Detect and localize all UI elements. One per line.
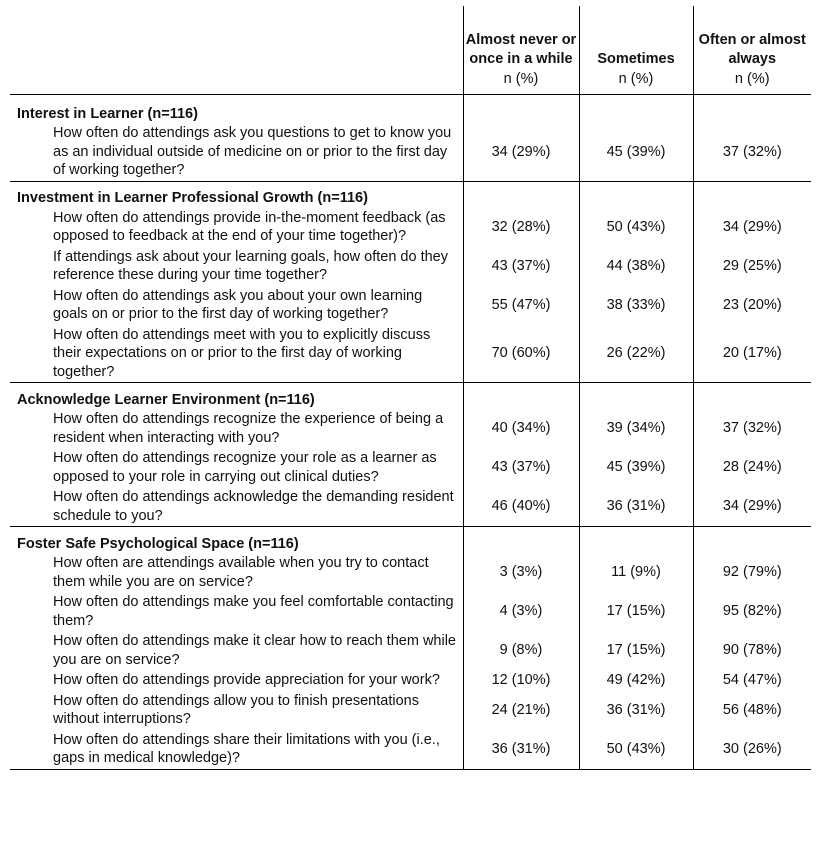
question-text: How often do attendings provide in-the-moment feedback (as opposed to feedback at the end of your time together)? — [53, 209, 446, 244]
header-almost-never: Almost never or once in a while — [463, 6, 579, 70]
unit-label: n (%) — [579, 70, 693, 95]
value-sometimes: 45 (39%) — [579, 123, 693, 181]
value-often: 34 (29%) — [693, 487, 811, 527]
section-header-row — [10, 181, 811, 208]
question-row — [10, 592, 811, 631]
section-header-row — [10, 527, 811, 554]
question-text: How often do attendings meet with you to explicitly discuss their expectations on or prior to the first day of working together? — [10, 325, 463, 383]
value-sometimes: 49 (42%) — [579, 670, 693, 691]
section-title: Foster Safe Psychological Space (n=116) — [17, 535, 299, 552]
question-text: How often do attendings ask you questions to get to know you as an individual outside of medicine on or prior to the first day of working together? — [10, 123, 463, 181]
section-spacer-cell — [463, 383, 579, 410]
value-often: 20 (17%) — [693, 325, 811, 383]
question-row — [10, 123, 811, 181]
header-row — [10, 6, 811, 70]
section-spacer-cell — [579, 181, 693, 208]
question-row — [10, 631, 811, 670]
section-spacer-cell — [693, 181, 811, 208]
section-header-row — [10, 383, 811, 410]
section-title: Interest in Learner (n=116) — [17, 105, 198, 122]
value-almost-never: 3 (3%) — [463, 553, 579, 592]
question-text: How often do attendings ask you about your own learning goals on or prior to the first day of working together? — [53, 287, 423, 322]
value-sometimes: 11 (9%) — [579, 553, 693, 592]
header-blank-cell — [10, 6, 463, 70]
question-row — [10, 553, 811, 592]
unit-row — [10, 70, 811, 95]
value-often: 23 (20%) — [693, 286, 811, 325]
value-often: 28 (24%) — [693, 448, 811, 487]
value-often: 90 (78%) — [693, 631, 811, 670]
question-text: How often do attendings share their limitations with you (i.e., gaps in medical knowledge)? — [10, 730, 463, 770]
value-almost-never: 70 (60%) — [463, 325, 579, 383]
value-sometimes: 17 (15%) — [579, 631, 693, 670]
section-spacer-cell — [693, 383, 811, 410]
question-row — [10, 325, 811, 383]
question-row — [10, 691, 811, 730]
value-often: 95 (82%) — [693, 592, 811, 631]
question-text: How often do attendings make it clear how to reach them while you are on service? — [53, 633, 456, 668]
value-often: 54 (47%) — [693, 670, 811, 691]
value-often: 37 (32%) — [693, 123, 811, 181]
value-almost-never: 12 (10%) — [463, 670, 579, 691]
value-sometimes: 26 (22%) — [579, 325, 693, 383]
question-text: How often do attendings allow you to finish presentations without interruptions? — [53, 692, 419, 727]
question-row — [10, 286, 811, 325]
section-spacer-cell — [579, 95, 693, 124]
value-sometimes: 36 (31%) — [579, 487, 693, 527]
section-spacer-cell — [693, 527, 811, 554]
question-text: How often do attendings recognize your role as a learner as opposed to your role in carrying out clinical duties? — [53, 450, 437, 485]
unit-blank-cell — [10, 70, 463, 95]
value-almost-never: 24 (21%) — [463, 691, 579, 730]
value-sometimes: 50 (43%) — [579, 730, 693, 770]
table-body — [10, 95, 811, 770]
value-often: 30 (26%) — [693, 730, 811, 770]
value-sometimes: 38 (33%) — [579, 286, 693, 325]
survey-results-table — [10, 6, 811, 770]
value-sometimes: 36 (31%) — [579, 691, 693, 730]
question-text: How often do attendings make you feel comfortable contacting them? — [53, 594, 454, 629]
value-sometimes: 45 (39%) — [579, 448, 693, 487]
question-row — [10, 487, 811, 527]
value-sometimes: 17 (15%) — [579, 592, 693, 631]
header-often: Often or almost always — [693, 6, 811, 70]
value-almost-never: 43 (37%) — [463, 247, 579, 286]
value-often: 56 (48%) — [693, 691, 811, 730]
question-row — [10, 208, 811, 247]
section-spacer-cell — [463, 527, 579, 554]
section-header-row — [10, 95, 811, 124]
value-often: 34 (29%) — [693, 208, 811, 247]
value-almost-never: 43 (37%) — [463, 448, 579, 487]
value-almost-never: 46 (40%) — [463, 487, 579, 527]
section-title: Investment in Learner Professional Growth (n=116) — [17, 190, 368, 206]
question-row — [10, 670, 811, 691]
question-text: How often are attendings available when you try to contact them while you are on service? — [53, 555, 429, 590]
question-row — [10, 730, 811, 770]
question-row — [10, 448, 811, 487]
section-spacer-cell — [579, 383, 693, 410]
value-often: 29 (25%) — [693, 247, 811, 286]
question-text: How often do attendings acknowledge the demanding resident schedule to you? — [10, 487, 463, 527]
unit-label: n (%) — [463, 70, 579, 95]
value-sometimes: 44 (38%) — [579, 247, 693, 286]
value-sometimes: 50 (43%) — [579, 208, 693, 247]
section-spacer-cell — [693, 95, 811, 124]
value-sometimes: 39 (34%) — [579, 409, 693, 448]
question-text: How often do attendings provide appreciation for your work? — [53, 672, 440, 688]
question-row — [10, 247, 811, 286]
question-text: How often do attendings recognize the experience of being a resident when interacting with you? — [53, 411, 444, 446]
value-often: 92 (79%) — [693, 553, 811, 592]
section-title: Acknowledge Learner Environment (n=116) — [17, 391, 315, 408]
section-spacer-cell — [579, 527, 693, 554]
value-almost-never: 55 (47%) — [463, 286, 579, 325]
value-almost-never: 34 (29%) — [463, 123, 579, 181]
header-sometimes: Sometimes — [579, 6, 693, 70]
unit-label: n (%) — [693, 70, 811, 95]
question-text: If attendings ask about your learning goals, how often do they reference these during your time together? — [53, 248, 448, 283]
section-spacer-cell — [463, 95, 579, 124]
section-spacer-cell — [463, 181, 579, 208]
value-almost-never: 32 (28%) — [463, 208, 579, 247]
value-almost-never: 40 (34%) — [463, 409, 579, 448]
value-almost-never: 9 (8%) — [463, 631, 579, 670]
value-often: 37 (32%) — [693, 409, 811, 448]
value-almost-never: 4 (3%) — [463, 592, 579, 631]
value-almost-never: 36 (31%) — [463, 730, 579, 770]
question-row — [10, 409, 811, 448]
